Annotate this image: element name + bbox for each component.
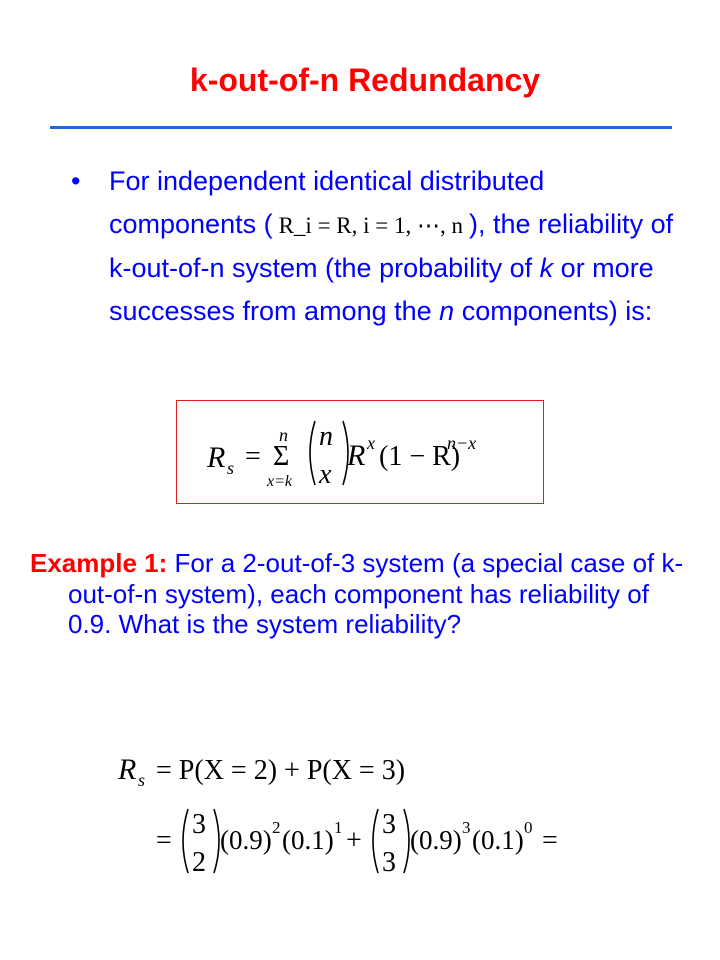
term-0-1-exp-0: 0 [524, 818, 533, 837]
solution-trailing-equals: = [542, 825, 558, 856]
binom2-right-paren [404, 809, 409, 873]
solution-plus: + [346, 825, 362, 856]
binom2-bottom: 3 [382, 847, 396, 878]
binom1-bottom: 2 [192, 847, 206, 878]
binom-top: n [319, 421, 333, 452]
term-0-1-second: (0.1) [472, 825, 524, 855]
formula-equals: = [245, 441, 261, 472]
bullet-text [109, 160, 677, 332]
example-paragraph [30, 548, 690, 640]
bullet-marker: • [71, 166, 81, 196]
inline-math-condition: R_i = R, i = 1, ⋯, n [278, 212, 463, 238]
formula-exp-n-minus-x: n−x [447, 433, 477, 453]
formula-one-minus-r: (1 − R) [379, 441, 461, 472]
term-0-1-exp-1: 1 [334, 818, 343, 837]
solution-lhs-sub: s [138, 770, 146, 790]
binom2-top: 3 [382, 809, 396, 840]
formula-lhs-sub: s [227, 458, 235, 478]
reliability-formula-box [176, 400, 544, 504]
reliability-formula [177, 401, 543, 503]
slide-title: k-out-of-n Redundancy [189, 62, 541, 98]
bullet-paragraph [57, 160, 677, 332]
binom2-left-paren [373, 809, 378, 873]
binom1-top: 3 [192, 809, 206, 840]
term-0-9-squared: (0.9) [220, 825, 272, 855]
solution-line2-equals: = [156, 825, 172, 856]
example-label: Example 1: [30, 548, 168, 578]
bullet-text-start: For independent identical distributed components ( [109, 166, 545, 239]
bullet-text-mid: or more successes from among the [109, 253, 654, 326]
solution-lhs: R [118, 753, 137, 786]
term-0-9-exp-2: 2 [272, 818, 281, 837]
binom-left-paren [310, 421, 315, 485]
term-0-1-first: (0.1) [282, 825, 334, 855]
solution-line1-rhs: = P(X = 2) + P(X = 3) [156, 755, 406, 786]
formula-exp-x: x [367, 433, 375, 453]
bullet-text-continued: ), the reliability of k-out-of-n system (the probability of [109, 208, 674, 283]
binom1-right-paren [214, 809, 219, 873]
var-n: n [439, 295, 455, 326]
sum-lower-limit: x=k [267, 473, 292, 490]
term-0-9-cubed: (0.9) [410, 825, 462, 855]
binom-bottom: x [319, 459, 332, 490]
solution-math [110, 745, 610, 880]
term-0-9-exp-3: 3 [462, 818, 471, 837]
example-text: For a 2-out-of-3 system (a special case of k-out-of-n system), each component has reliability of 0.9. What is the system reliability? [68, 548, 684, 639]
binom1-left-paren [183, 809, 188, 873]
bullet-text-end: components) is: [454, 295, 653, 326]
sum-symbol: Σ [273, 441, 290, 472]
formula-base-r: R [347, 439, 366, 472]
var-k: k [539, 253, 554, 283]
title-divider [50, 126, 672, 129]
sum-upper-limit: n [279, 425, 288, 445]
formula-lhs: R [207, 441, 226, 474]
